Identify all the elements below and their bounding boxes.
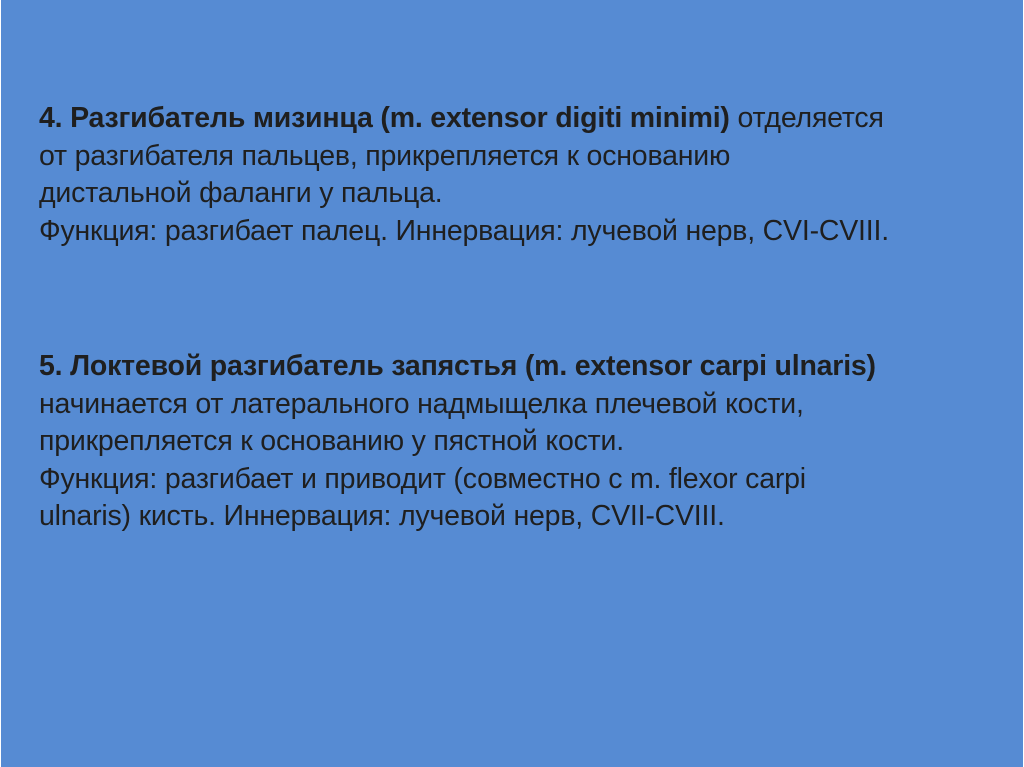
paragraph-extensor-carpi-ulnaris [39,348,876,536]
body-text: ulnaris) кисть. Иннервация: лучевой нерв, CVII-CVIII. [39,500,725,532]
heading-text: 5. Локтевой разгибатель запястья (m. extensor carpi ulnaris) [39,350,876,382]
text-line [39,461,876,499]
text-line [39,213,889,251]
body-text: Функция: разгибает и приводит (совместно с m. flexor carpi [39,462,806,495]
body-text: начинается от латерального надмыщелка плечевой кости, [39,387,804,420]
text-line [39,423,876,461]
body-text: Функция: разгибает палец. Иннервация: лучевой нерв, CVI-CVIII. [39,214,889,247]
text-line [39,348,876,386]
text-line [39,175,889,213]
body-text: отделяется [729,102,884,134]
body-text: дистальной фаланги у пальца. [39,177,443,209]
heading-text: 4. Разгибатель мизинца (m. extensor digiti minimi) [39,102,730,134]
body-text: прикрепляется к основанию у пястной кости. [39,425,624,457]
paragraph-extensor-digiti-minimi [39,100,889,250]
slide-background [1,0,1023,767]
text-line [39,386,876,424]
text-line [39,138,889,176]
text-line [39,498,876,536]
text-line [39,100,889,138]
body-text: от разгибателя пальцев, прикрепляется к основанию [39,139,731,172]
